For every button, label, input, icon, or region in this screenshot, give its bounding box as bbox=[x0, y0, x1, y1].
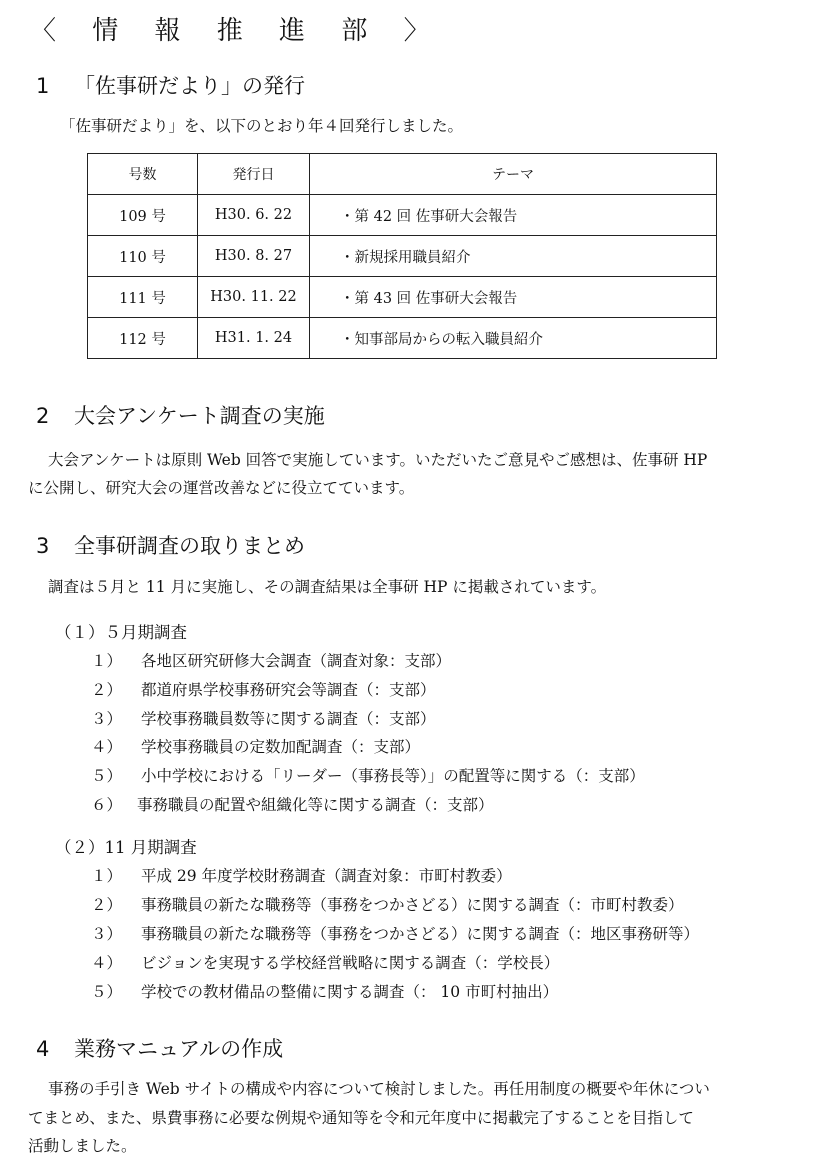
date-cell: H31. 1. 24 bbox=[198, 318, 310, 359]
issue-cell: 112 号 bbox=[88, 318, 198, 359]
item-text: 事務職員の新たな職務等（事務をつかさどる）に関する調査（：地区事務研等） bbox=[141, 925, 700, 943]
list-item bbox=[91, 793, 494, 815]
list-item bbox=[91, 980, 558, 1002]
section-2-heading bbox=[36, 400, 325, 430]
table-row bbox=[88, 318, 717, 359]
issue-cell: 110 号 bbox=[88, 236, 198, 277]
item-number: ３） bbox=[91, 710, 123, 728]
table-row bbox=[88, 195, 717, 236]
item-text: ビジョンを実現する学校経営戦略に関する調査（：学校長） bbox=[141, 954, 560, 972]
list-item bbox=[91, 678, 436, 700]
item-number: ５） bbox=[91, 767, 123, 785]
section-title: 業務マニュアルの作成 bbox=[74, 1037, 284, 1061]
may-survey-heading: （１）５月期調査 bbox=[55, 623, 187, 642]
theme-cell: ・第 43 回 佐事研大会報告 bbox=[310, 277, 717, 318]
date-cell: H30. 11. 22 bbox=[198, 277, 310, 318]
item-number: ４） bbox=[91, 738, 123, 756]
section-4-body-line3: 活動しました。 bbox=[28, 1137, 137, 1155]
theme-cell: ・第 42 回 佐事研大会報告 bbox=[310, 195, 717, 236]
list-item bbox=[91, 922, 699, 944]
section-1-body: 「佐事研だより」を、以下のとおり年４回発行しました。 bbox=[60, 117, 464, 135]
item-text: 都道府県学校事務研究会等調査（：支部） bbox=[141, 681, 436, 699]
item-text: 小中学校における「リーダー（事務長等）」の配置等に関する（：支部） bbox=[141, 767, 645, 785]
column-header-theme: テーマ bbox=[310, 154, 717, 195]
date-cell: H30. 6. 22 bbox=[198, 195, 310, 236]
column-header-date: 発行日 bbox=[198, 154, 310, 195]
list-item bbox=[91, 893, 684, 915]
issue-cell: 111 号 bbox=[88, 277, 198, 318]
list-item bbox=[91, 864, 512, 886]
section-number: 2 bbox=[36, 404, 50, 428]
item-text: 事務職員の配置や組織化等に関する調査（：支部） bbox=[137, 796, 494, 814]
item-text: 平成 29 年度学校財務調査（調査対象：市町村教委） bbox=[141, 867, 512, 885]
list-item bbox=[91, 707, 436, 729]
section-4-body-line1: 事務の手引き Web サイトの構成や内容について検討しました。再任用制度の概要や年休につい bbox=[48, 1080, 710, 1098]
table-header-row bbox=[88, 154, 717, 195]
table-row bbox=[88, 236, 717, 277]
column-header-issue: 号数 bbox=[88, 154, 198, 195]
section-2-body-line1: 大会アンケートは原則 Web 回答で実施しています。いただいたご意見やご感想は、佐事研 HP bbox=[48, 451, 708, 469]
section-1-heading bbox=[36, 70, 305, 100]
date-cell: H30. 8. 27 bbox=[198, 236, 310, 277]
item-text: 学校での教材備品の整備に関する調査（： 10 市町村抽出） bbox=[141, 983, 559, 1001]
theme-cell: ・知事部局からの転入職員紹介 bbox=[310, 318, 717, 359]
section-title: 「佐事研だより」の発行 bbox=[74, 74, 305, 98]
list-item bbox=[91, 951, 559, 973]
section-number: 4 bbox=[36, 1037, 50, 1061]
item-number: １） bbox=[91, 652, 123, 670]
page-title: 〈 情 報 推 進 部 〉 bbox=[30, 16, 444, 46]
section-title: 全事研調査の取りまとめ bbox=[74, 534, 305, 558]
section-number: 1 bbox=[36, 74, 50, 98]
november-survey-heading: （２）11 月期調査 bbox=[55, 838, 197, 857]
section-title: 大会アンケート調査の実施 bbox=[74, 404, 325, 428]
section-2-body-line2: に公開し、研究大会の運営改善などに役立てています。 bbox=[28, 479, 415, 497]
item-text: 学校事務職員の定数加配調査（：支部） bbox=[141, 738, 421, 756]
theme-cell: ・新規採用職員紹介 bbox=[310, 236, 717, 277]
item-text: 事務職員の新たな職務等（事務をつかさどる）に関する調査（：市町村教委） bbox=[141, 896, 684, 914]
item-text: 各地区研究研修大会調査（調査対象：支部） bbox=[141, 652, 452, 670]
section-3-body: 調査は５月と 11 月に実施し、その調査結果は全事研 HP に掲載されています。 bbox=[48, 578, 607, 596]
item-text: 学校事務職員数等に関する調査（：支部） bbox=[141, 710, 436, 728]
item-number: ３） bbox=[91, 925, 123, 943]
section-4-heading bbox=[36, 1033, 283, 1063]
section-3-heading bbox=[36, 530, 305, 560]
issue-table bbox=[87, 153, 717, 359]
list-item bbox=[91, 764, 645, 786]
item-number: ６） bbox=[91, 796, 123, 814]
item-number: ２） bbox=[91, 896, 123, 914]
table-row bbox=[88, 277, 717, 318]
item-number: ５） bbox=[91, 983, 123, 1001]
list-item bbox=[91, 649, 451, 671]
list-item bbox=[91, 735, 420, 757]
issue-cell: 109 号 bbox=[88, 195, 198, 236]
section-4-body-line2: てまとめ、また、県費事務に必要な例規や通知等を令和元年度中に掲載完了することを目指して bbox=[28, 1109, 694, 1127]
item-number: ２） bbox=[91, 681, 123, 699]
item-number: １） bbox=[91, 867, 123, 885]
section-number: 3 bbox=[36, 534, 50, 558]
item-number: ４） bbox=[91, 954, 123, 972]
